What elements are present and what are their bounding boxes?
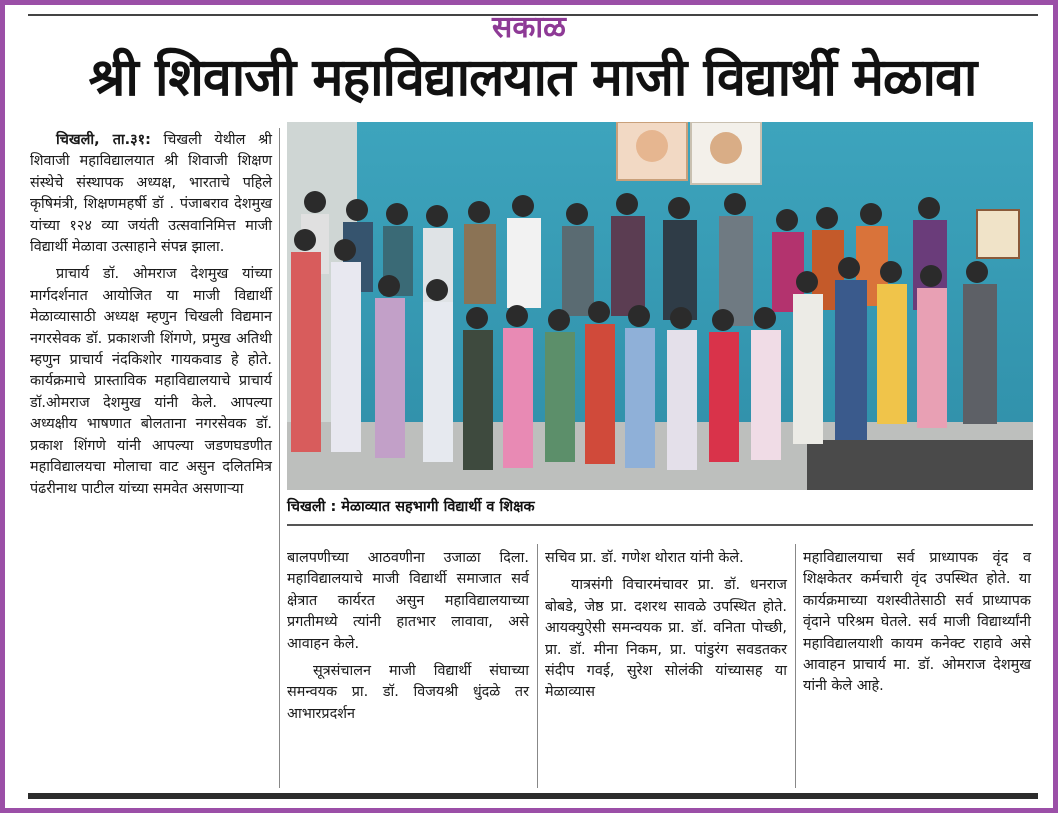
article-column-2 bbox=[287, 548, 529, 731]
article-column-3 bbox=[545, 548, 787, 710]
article-paragraph-3: सूत्रसंचालन माजी विद्यार्थी संघाच्या समन्वयक प्रा. डॉ. विजयश्री धुंदळे तर आभारप्रदर्शन bbox=[287, 663, 529, 722]
article-paragraph-2: प्राचार्य डॉ. ओमराज देशमुख यांच्या मार्गदर्शनात आयोजित या माजी विद्यार्थी मेळाव्यासाठी अध्यक्ष म्हणुन चिखली विद्यमान नगरसेवक डॉ. प्रकाशजी शिंगणे, प्रमुख अतिथी म्हणुन प्राचार्य नंदकिशोर गायकवाड हे होते. कार्यक्रमाचे प्रास्ताविक महाविद्यालयाचे प्राचार्य डॉ.ओमराज देशमुख यांनी केले. आपल्या अध्यक्षीय भाषणात बोलताना नगरसेवक डॉ. प्रकाश शिंगणे यांनी आपल्या जडणघडणीत महाविद्यालयचा मोलाचा वाट असुन दलितमित्र पंढरीनाथ पाटील यांच्या समवेत असणाऱ्या bbox=[30, 266, 272, 497]
photo-caption: चिखली : मेळाव्यात सहभागी विद्यार्थी व शिक्षक bbox=[287, 499, 535, 515]
masthead-logo: सकाळ bbox=[492, 10, 566, 45]
headline: श्री शिवाजी महाविद्यालयात माजी विद्यार्थी मेळावा bbox=[88, 48, 977, 108]
article-paragraph-4: यात्रसंगी विचारमंचावर प्रा. डॉ. धनराज बोबडे, जेष्ठ प्रा. दशरथ सावळे उपस्थित होते. आयक्युऐसी समन्वयक प्रा. डॉ. वनिता पोच्छी, प्रा. डॉ. मीना निकम, प्रा. पांडुरंग सवडतकर संदीप गवई, सुरेश सोलंकी यांच्यासह या मेळाव्यास bbox=[545, 577, 787, 701]
group-photo bbox=[287, 122, 1033, 490]
column-divider bbox=[795, 544, 796, 788]
article-paragraph-4-cont: महाविद्यालयाचा सर्व प्राध्यापक वृंद व शिक्षकेतर कर्मचारी वृंद उपस्थित होते. या कार्यक्रमाच्या यशस्वीतेसाठी सर्व प्राध्यापक वृंदाने परिश्रम घेतले. सर्व माजी विद्यार्थ्यांनी महाविद्यालयाशी कायम कनेक्ट राहावे असे आवाहन प्राचार्य मा. डॉ. ओमराज देशमुख यांनी केले आहे. bbox=[803, 550, 1031, 695]
dateline: चिखली, ता.३१: bbox=[56, 132, 151, 148]
column-divider bbox=[279, 128, 280, 788]
article-paragraph-3-cont: सचिव प्रा. डॉ. गणेश थोरात यांनी केले. bbox=[545, 550, 744, 566]
article-column-4 bbox=[803, 548, 1031, 704]
column-divider bbox=[537, 544, 538, 788]
caption-rule bbox=[287, 524, 1033, 526]
article-paragraph-1 bbox=[30, 130, 272, 258]
article-paragraph-2-cont: बालपणीच्या आठवणीना उजाळा दिला. महाविद्यालयाचे माजी विद्यार्थी समाजात सर्व क्षेत्रात कार्यरत असुन महाविद्यालयाच्या प्रगतीमध्ये त्यांनी हातभार लावावा, असे आवाहन केले. bbox=[287, 550, 529, 652]
bottom-band bbox=[28, 793, 1038, 799]
article-column-1 bbox=[30, 130, 272, 506]
article-text-1: चिखली येथील श्री शिवाजी महाविद्यालयात श्री शिवाजी शिक्षण संस्थेचे संस्थापक अध्यक्ष, भारताचे पहिले कृषिमंत्री, शिक्षणमहर्षी डॉ . पंजाबराव देशमुख यांच्या १२४ व्या जयंती उत्सवानिमित्त माजी विद्यार्थी मेळावा उत्साहाने संपन्न झाला. bbox=[30, 132, 273, 256]
